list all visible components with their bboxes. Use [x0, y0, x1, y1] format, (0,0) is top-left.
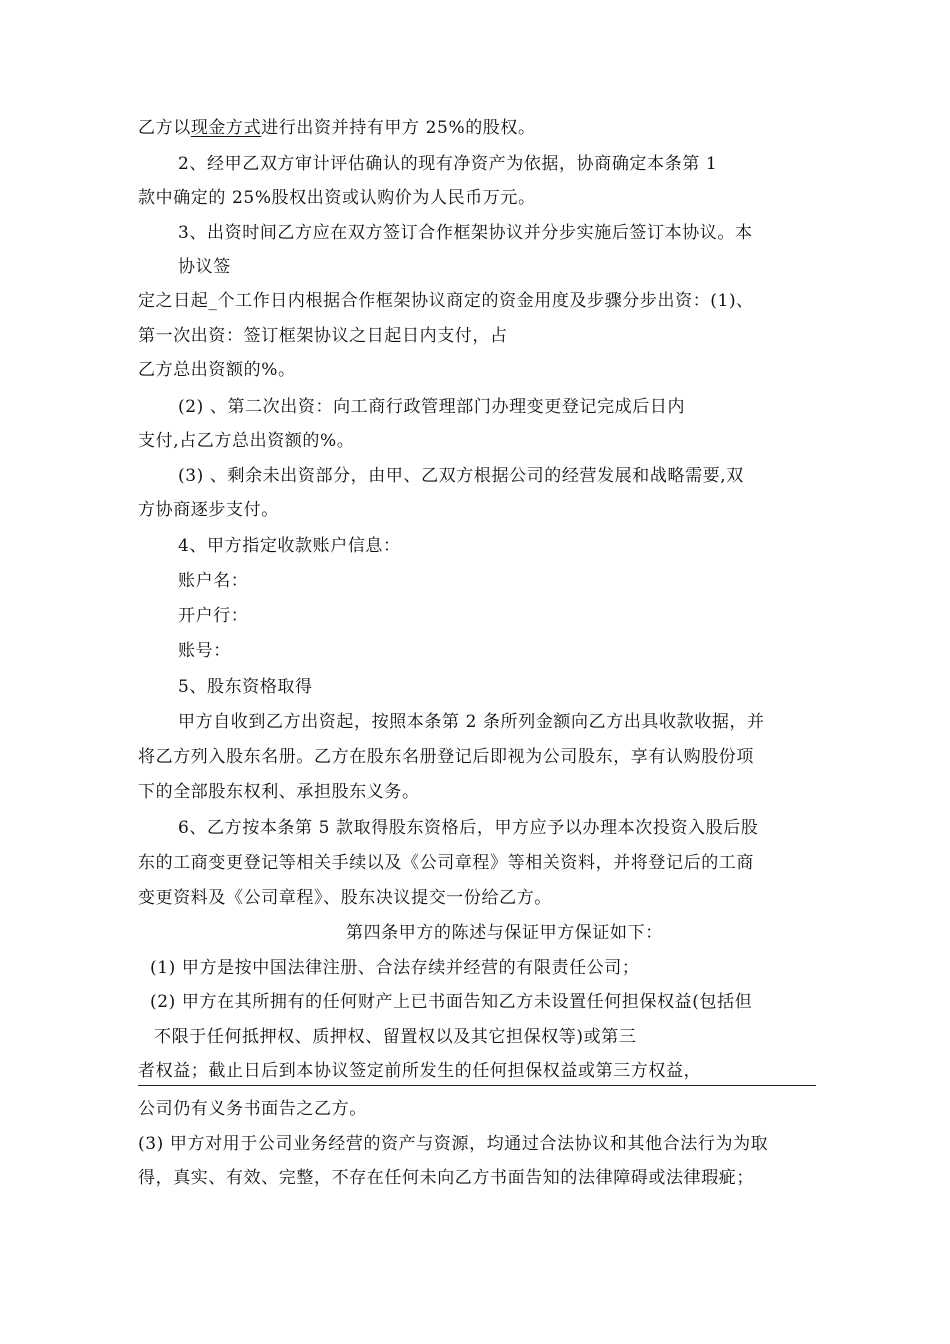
text-line-14: 账户名： [178, 571, 249, 591]
text-line-26: (2) 甲方在其所拥有的任何财产上已书面告知乙方未设置任何担保权益(包括但 [150, 992, 753, 1012]
text-line-17: 5、股东资格取得 [178, 677, 313, 697]
text-line-23: 变更资料及《公司章程》、股东决议提交一份给乙方。 [138, 888, 552, 908]
section-heading: 第四条甲方的陈述与保证甲方保证如下： [346, 923, 663, 943]
text-line-18: 甲方自收到乙方出资起，按照本条第 2 条所列金额向乙方出具收款收据，并 [178, 712, 765, 732]
text-line-13: 4、甲方指定收款账户信息： [178, 536, 401, 556]
text-line-21: 6、乙方按本条第 5 款取得股东资格后，甲方应予以办理本次投资入股后股 [178, 818, 759, 838]
underlined-text: 现金方式 [190, 118, 262, 138]
text-line-9: (2) 、第二次出资：向工商行政管理部门办理变更登记完成后日内 [178, 397, 686, 417]
horizontal-rule [138, 1085, 816, 1086]
text-segment: 乙方以 [138, 118, 191, 138]
text-line-7: 第一次出资：签订框架协议之日起日内支付，占 [138, 326, 508, 346]
text-line-12: 方协商逐步支付。 [138, 500, 279, 520]
text-line-1 [138, 117, 536, 139]
text-line-15: 开户行： [178, 606, 249, 626]
text-line-20: 下的全部股东权利、承担股东义务。 [138, 782, 420, 802]
text-line-30: (3) 甲方对用于公司业务经营的资产与资源，均通过合法协议和其他合法行为为取 [138, 1134, 769, 1154]
text-line-28: 者权益；截止日后到本协议签定前所发生的任何担保权益或第三方权益， [138, 1061, 702, 1081]
text-line-10: 支付,占乙方总出资额的%。 [138, 431, 355, 451]
text-line-5: 协议签 [178, 257, 231, 277]
text-segment: 进行出资并持有甲方 25%的股权。 [261, 118, 536, 138]
text-line-31: 得，真实、有效、完整，不存在任何未向乙方书面告知的法律障碍或法律瑕疵； [138, 1168, 754, 1188]
text-line-2: 2、经甲乙双方审计评估确认的现有净资产为依据，协商确定本条第 1 [178, 154, 718, 174]
text-line-11: (3) 、剩余未出资部分，由甲、乙双方根据公司的经营发展和战略需要,双 [178, 466, 744, 486]
text-line-27: 不限于任何抵押权、质押权、留置权以及其它担保权等)或第三 [154, 1027, 637, 1047]
text-line-6: 定之日起_个工作日内根据合作框架协议商定的资金用度及步骤分步出资：(1)、 [138, 291, 754, 311]
text-line-29: 公司仍有义务书面告之乙方。 [138, 1099, 367, 1119]
text-line-4: 3、出资时间乙方应在双方签订合作框架协议并分步实施后签订本协议。本 [178, 223, 753, 243]
text-line-22: 东的工商变更登记等相关手续以及《公司章程》等相关资料，并将登记后的工商 [138, 853, 754, 873]
text-line-8: 乙方总出资额的%。 [138, 360, 296, 380]
text-line-3: 款中确定的 25%股权出资或认购价为人民币万元。 [138, 188, 536, 208]
text-line-19: 将乙方列入股东名册。乙方在股东名册登记后即视为公司股东，享有认购股份项 [138, 747, 754, 767]
text-line-16: 账号： [178, 641, 231, 661]
text-line-25: (1) 甲方是按中国法律注册、合法存续并经营的有限责任公司； [150, 958, 640, 978]
